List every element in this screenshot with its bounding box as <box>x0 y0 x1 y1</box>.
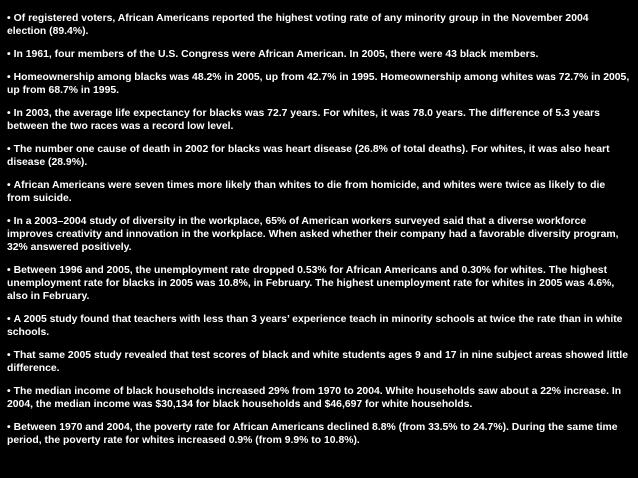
bullet-item <box>7 179 630 205</box>
bullet-item <box>7 12 630 38</box>
bullet-text: Homeownership among blacks was 48.2% in 2005, up from 42.7% in 1995. Homeownership among whites was 72.7% in 2005, up from 68.7% in 1995. <box>7 72 630 96</box>
bullet-dot: • <box>7 386 11 397</box>
bullet-dot: • <box>7 422 11 433</box>
bullet-dot: • <box>7 49 11 60</box>
bullet-item <box>7 313 630 339</box>
bullet-dot: • <box>7 265 11 276</box>
bullet-dot: • <box>7 144 11 155</box>
bullet-dot: • <box>7 216 11 227</box>
bullet-item <box>7 349 630 375</box>
bullet-text: African Americans were seven times more likely than whites to die from homicide, and whites were twice as likely to die from suicide. <box>7 180 606 204</box>
bullet-text: In a 2003–2004 study of diversity in the workplace, 65% of American workers surveyed said that a diverse workforce improves creativity and innovation in the workplace. When asked whether their company had a favorable diversity program, 32% answered positively. <box>7 216 619 253</box>
bullet-text: The number one cause of death in 2002 for blacks was heart disease (26.8% of total deaths). For whites, it was also heart disease (28.9%). <box>7 144 610 168</box>
bullet-dot: • <box>7 13 11 24</box>
bullet-text: In 1961, four members of the U.S. Congress were African American. In 2005, there were 43 black members. <box>13 49 539 60</box>
bullet-dot: • <box>7 314 11 325</box>
bullet-text: The median income of black households increased 29% from 1970 to 2004. White households saw about a 22% increase. In 2004, the median income was $30,134 for black households and $46,697 for white households. <box>7 386 622 410</box>
bullet-text: That same 2005 study revealed that test scores of black and white students ages 9 and 17 in nine subject areas showed little difference. <box>7 350 629 374</box>
bullet-item <box>7 385 630 411</box>
bullet-dot: • <box>7 72 11 83</box>
bullet-text: Of registered voters, African Americans reported the highest voting rate of any minority group in the November 2004 election (89.4%). <box>7 13 589 37</box>
bullet-text: Between 1970 and 2004, the poverty rate for African Americans declined 8.8% (from 33.5% to 24.7%). During the same time period, the poverty rate for whites increased 0.9% (from 9.9% to 10.8%). <box>7 422 618 446</box>
bullet-dot: • <box>7 350 11 361</box>
bullet-item <box>7 107 630 133</box>
bullet-item <box>7 421 630 447</box>
bullet-text: In 2003, the average life expectancy for blacks was 72.7 years. For whites, it was 78.0 years. The difference of 5.3 years between the two races was a record low level. <box>7 108 600 132</box>
bullet-dot: • <box>7 108 11 119</box>
bullet-dot: • <box>7 180 11 191</box>
bullet-item <box>7 215 630 254</box>
bullet-item <box>7 71 630 97</box>
bullet-item <box>7 48 630 61</box>
bullet-text: Between 1996 and 2005, the unemployment rate dropped 0.53% for African Americans and 0.30% for whites. The highest unemployment rate for blacks in 2005 was 10.8%, in February. The highest unemployment rate for whites in 2005 was 4.6%, also in February. <box>7 265 615 302</box>
bullet-item <box>7 143 630 169</box>
bullet-text: A 2005 study found that teachers with less than 3 years’ experience teach in minority schools at twice the rate than in white schools. <box>7 314 623 338</box>
bullet-list <box>7 12 630 447</box>
bullet-item <box>7 264 630 303</box>
